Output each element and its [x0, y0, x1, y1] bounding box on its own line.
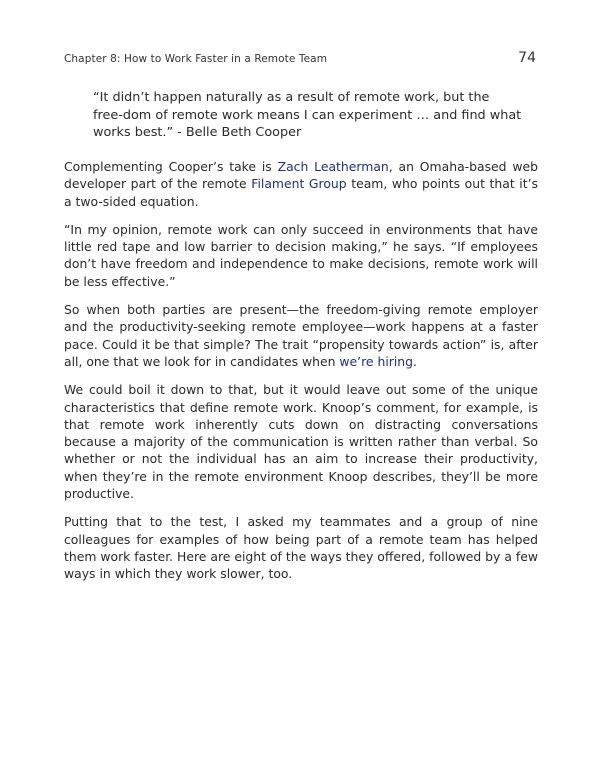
zach-leatherman-link[interactable]: Zach Leatherman	[277, 159, 389, 174]
were-hiring-link[interactable]: we’re hiring	[339, 353, 414, 369]
page-number: 74	[518, 50, 536, 66]
pull-quote: “It didn’t happen naturally as a result of remote work, but the free-dom of remote work means I can experiment … and find what works best.” - Belle Beth Cooper	[93, 90, 522, 140]
paragraph-text: .	[413, 353, 417, 369]
paragraph: Putting that to the test, I asked my teammates and a group of nine colleagues for examples of how being part of a remote team has helped them work faster. Here are eight of the ways they offered, followed by a few ways in which they work slower, too.	[64, 514, 538, 582]
page-header	[64, 50, 536, 66]
paragraph-text: , an Omaha-based web developer part of the remote	[64, 159, 538, 192]
paragraph-text: team, who points out that it’s a two-sided equation.	[64, 176, 538, 209]
paragraph	[64, 301, 538, 370]
body-text	[64, 158, 538, 594]
filament-group-link[interactable]: Filament Group	[251, 176, 347, 192]
paragraph-text: Complementing Cooper’s take is	[64, 159, 278, 174]
paragraph: “In my opinion, remote work can only succeed in environments that have little red tape and low barrier to decision making,” he says. “If employees don’t have freedom and independence to make decisions, remote work will be less effective.”	[64, 221, 538, 289]
paragraph	[64, 158, 538, 210]
paragraph-text: So when both parties are present—the freedom-giving remote employer and the productivity-seeking remote employee—work happens at a faster pace. Could it be that simple? The trait “propensity towards action” is, after all, one that we look for in candidates when	[64, 302, 538, 369]
paragraph: We could boil it down to that, but it would leave out some of the unique characteristics that define remote work. Knoop’s comment, for example, is that remote work inherently cuts down on distracting conversations because a majority of the communication is written rather than verbal. So whether or not the individual has an aim to increase their productivity, when they’re in the remote environment Knoop describes, they’ll be more productive.	[64, 382, 538, 502]
chapter-title: Chapter 8: How to Work Faster in a Remote Team	[64, 53, 328, 65]
